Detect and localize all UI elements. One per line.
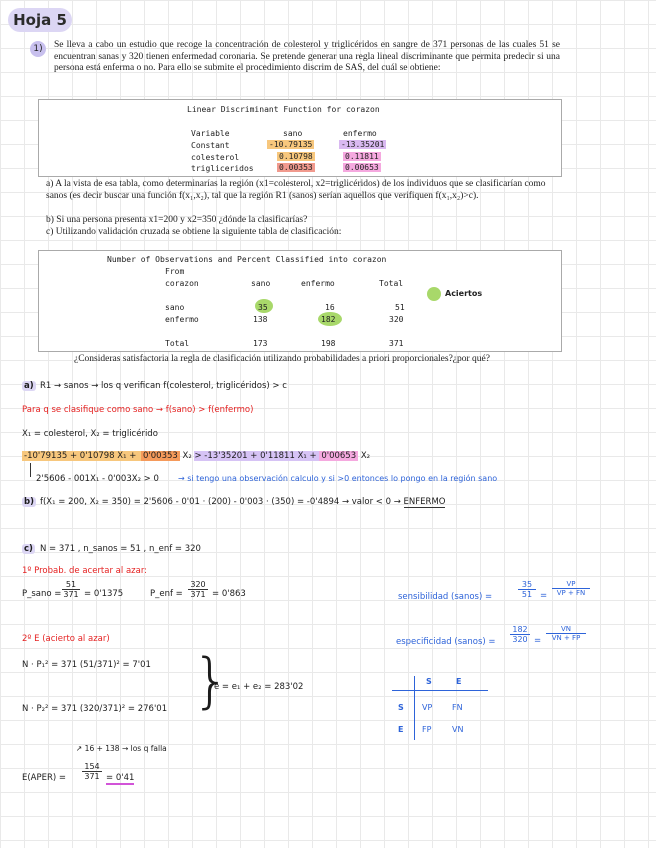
frac-num: 320 xyxy=(188,580,208,590)
class-cell: 51 xyxy=(395,303,405,312)
inequality-left: -10'79135 + 0'10798 X₁ + xyxy=(24,451,140,461)
frac-num: VN xyxy=(546,625,586,634)
sens-eq: = xyxy=(540,591,548,601)
ldf-cell: 0.00653 xyxy=(345,163,379,172)
cm-fn: FN xyxy=(452,703,463,712)
note-c-line: N = 371 , n_sanos = 51 , n_enf = 320 xyxy=(40,544,201,554)
class-cell: 320 xyxy=(389,315,404,324)
item-b: b) Si una persona presenta x1=200 y x2=350 ¿dónde la clasificarías? xyxy=(46,215,308,225)
note-a-line3: X₁ = colesterol, X₂ = triglicérido xyxy=(22,429,158,439)
e2-line: N · P₂² = 371 (320/371)² = 276'01 xyxy=(22,704,168,714)
note-a-line1: R1 → sanos → los q verifican f(colesterol, triglicéridos) > c xyxy=(40,381,287,391)
e-total: e = e₁ + e₂ = 283'02 xyxy=(214,682,304,692)
classification-table xyxy=(38,250,562,352)
item-a: a) A la vista de esa tabla, como determinarías la región (x1=colesterol, x2=triglicéridos) de los individuos que se clasificarían como sanos (es decir buscar una función f(x₁,x₂), tal que la región R1 (sanos) serían aquellos que verifiquen f(x₁,x₂)>c). xyxy=(46,179,546,201)
ldf-col-enfermo: enfermo xyxy=(343,129,377,138)
cm-fp: FP xyxy=(422,725,432,734)
p-enf-label: P_enf = xyxy=(150,589,183,599)
ldf-col-variable: Variable xyxy=(191,129,230,138)
class-heading: Number of Observations and Percent Classified into corazon xyxy=(107,255,387,264)
note-b-line xyxy=(40,497,445,507)
question-intro: Se lleva a cabo un estudio que recoge la concentración de colesterol y triglicéridos en sangre de 371 personas de las cuales 51 se encuentran sanas y 320 tienen enfermedad coronaria. Se pretende generar una regla lineal discriminante que permita predecir si una persona está enferma o no. Para ello se submite el procedimiento discrim de SAS, del cuál se obtiene: xyxy=(54,40,560,73)
class-row-label: Total xyxy=(165,339,190,348)
legend-swatch xyxy=(427,287,441,301)
class-col-enfermo: enfermo xyxy=(301,279,335,288)
frac-den: 320 xyxy=(512,635,528,644)
frac-num: VP xyxy=(552,580,590,589)
note-c-label: c) xyxy=(24,544,33,554)
sens-fraction xyxy=(518,580,536,599)
class-row-label: sano xyxy=(165,303,185,312)
x2-term: X₂ xyxy=(358,451,371,461)
note-b-result: ENFERMO xyxy=(403,497,446,507)
note-a-line4 xyxy=(22,451,370,461)
confusion-matrix xyxy=(392,676,488,740)
ldf-cell: 0.00353 xyxy=(279,163,313,172)
class-corazon: corazon xyxy=(165,279,199,288)
aper-note-text: 16 + 138 → los q falla xyxy=(84,744,167,753)
ldf-cell: 0.10798 xyxy=(279,152,313,161)
aper-fraction xyxy=(82,762,102,781)
specificity-label: especificidad (sanos) = xyxy=(396,637,496,647)
aper-label: E(APER) = xyxy=(22,773,67,783)
frac-num: 35 xyxy=(518,580,536,590)
class-cell: 173 xyxy=(253,339,268,348)
sensitivity-label: sensibilidad (sanos) = xyxy=(398,592,493,602)
note-a-line5: 2'5606 - 001X₁ - 0'003X₂ > 0 xyxy=(36,474,159,484)
note-a-label: a) xyxy=(24,381,34,391)
closing-question: ¿Consideras satisfactoria la regla de clasificación utilizando probabilidades a priori proporcionales?¿por qué? xyxy=(74,354,490,364)
arrow-icon: ↗ xyxy=(76,744,85,753)
note-b-text: f(X₁ = 200, X₂ = 350) = 2'5606 - 0'01 · (200) - 0'003 · (350) = -0'4894 → valor < 0 → xyxy=(40,497,404,507)
class-row-label: enfermo xyxy=(165,315,199,324)
cm-row-e: E xyxy=(398,725,404,734)
p-enf-fraction xyxy=(188,580,208,599)
esp-fraction xyxy=(510,625,530,644)
aper-arrow-note xyxy=(76,744,167,753)
frac-num: 182 xyxy=(510,625,530,635)
p-sano-value: = 0'1375 xyxy=(84,589,124,599)
note-c-red1: 1º Probab. de acertar al azar: xyxy=(22,566,148,576)
cm-row-s: S xyxy=(398,703,404,712)
class-cell: 35 xyxy=(258,303,268,312)
note-a-line5-blue: → si tengo una observación calculo y si >0 entonces lo pongo en la región sano xyxy=(178,474,498,483)
frac-den: VP + FN xyxy=(556,589,586,597)
cm-vline xyxy=(414,676,415,740)
aper-value: = 0'41 xyxy=(106,773,135,783)
ldf-cell: -13.35201 xyxy=(341,140,385,149)
class-cell: 198 xyxy=(321,339,336,348)
class-col-sano: sano xyxy=(251,279,271,288)
esp-eq: = xyxy=(534,636,542,646)
cm-col-e: E xyxy=(456,677,462,686)
frac-num: 51 xyxy=(62,580,80,590)
cm-hline xyxy=(392,690,488,691)
class-from: From xyxy=(165,267,185,276)
class-cell: 371 xyxy=(389,339,404,348)
legend-label: Aciertos xyxy=(445,289,483,298)
esp-fraction-2 xyxy=(546,625,586,642)
ldf-row-label: colesterol xyxy=(191,153,240,162)
class-cell: 138 xyxy=(253,315,268,324)
note-c-red2: 2º E (acierto al azar) xyxy=(22,634,110,644)
question-number: 1) xyxy=(30,41,46,57)
frac-den: VN + FP xyxy=(551,634,581,642)
class-cell: 16 xyxy=(325,303,335,312)
coef-enf-trig: 0'00653 xyxy=(321,451,357,461)
class-col-total: Total xyxy=(379,279,404,288)
frac-den: 51 xyxy=(521,590,533,599)
sens-fraction-2 xyxy=(552,580,590,597)
frac-den: 371 xyxy=(63,590,79,599)
coef-sano-trig: 0'00353 xyxy=(143,451,178,461)
inequality-right: > -13'35201 + 0'11811 X₁ + xyxy=(194,451,320,461)
brace: } xyxy=(192,646,231,716)
note-a-line2: Para q se clasifique como sano → f(sano) > f(enfermo) xyxy=(22,405,254,415)
ldf-row-label: Constant xyxy=(191,141,230,150)
bracket-line xyxy=(30,463,31,477)
e1-line: N · P₁² = 371 (51/371)² = 7'01 xyxy=(22,660,151,670)
p-enf-value: = 0'863 xyxy=(212,589,246,599)
note-b-label: b) xyxy=(24,497,34,507)
ldf-col-sano: sano xyxy=(283,129,303,138)
frac-num: 154 xyxy=(82,762,102,772)
ldf-cell: 0.11811 xyxy=(345,152,379,161)
x2-term: X₂ xyxy=(179,451,195,461)
cm-vn: VN xyxy=(452,725,464,734)
class-cell: 182 xyxy=(321,315,336,324)
ldf-cell: -10.79135 xyxy=(269,140,313,149)
ldf-table xyxy=(38,99,562,177)
cm-vp: VP xyxy=(422,703,433,712)
cm-col-s: S xyxy=(426,677,432,686)
item-c: c) Utilizando validación cruzada se obtiene la siguiente tabla de clasificación: xyxy=(46,227,342,237)
p-sano-label: P_sano = xyxy=(22,589,62,599)
ldf-heading: Linear Discriminant Function for corazon xyxy=(187,105,380,114)
page-title: Hoja 5 xyxy=(8,8,72,32)
frac-den: 371 xyxy=(190,590,206,599)
ldf-row-label: trigliceridos xyxy=(191,164,254,173)
frac-den: 371 xyxy=(84,772,100,781)
p-sano-fraction xyxy=(62,580,80,599)
